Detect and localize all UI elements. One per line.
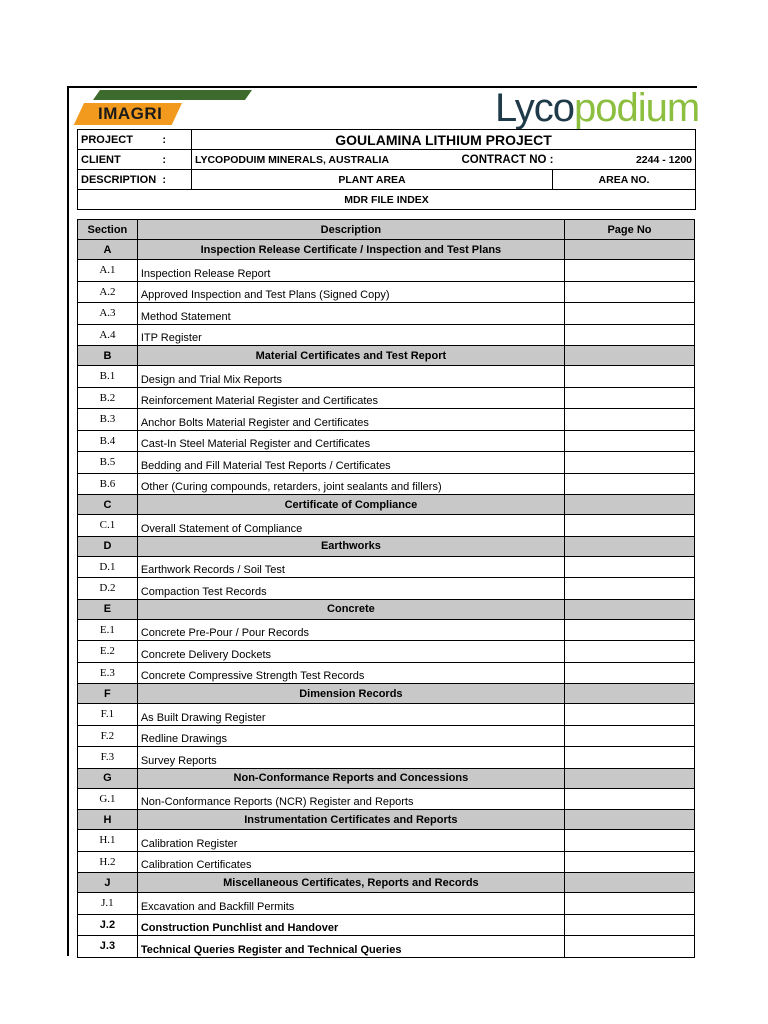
section-title: Inspection Release Certificate / Inspection and Test Plans: [137, 240, 564, 260]
item-description: Concrete Compressive Strength Test Records: [137, 662, 564, 684]
lycopodium-logo: [495, 86, 699, 130]
item-page-no: [564, 788, 694, 810]
item-row: [78, 452, 695, 474]
item-page-no: [564, 725, 694, 747]
section-row-a: [78, 240, 695, 260]
item-description: Compaction Test Records: [137, 578, 564, 600]
item-page-no: [564, 260, 694, 282]
item-row: [78, 936, 695, 958]
section-row-c: [78, 495, 695, 515]
item-row: [78, 662, 695, 684]
item-page-no: [564, 324, 694, 346]
contract-value: 2244 - 1200: [553, 150, 696, 170]
item-code: B.2: [78, 387, 138, 409]
client-row: [78, 150, 696, 170]
item-description: Overall Statement of Compliance: [137, 515, 564, 537]
item-code: B.6: [78, 473, 138, 495]
section-page-no: [564, 536, 694, 556]
description-label: DESCRIPTION: [78, 170, 138, 190]
item-row: [78, 704, 695, 726]
item-page-no: [564, 409, 694, 431]
item-row: [78, 324, 695, 346]
item-description: Approved Inspection and Test Plans (Signed Copy): [137, 281, 564, 303]
project-title: GOULAMINA LITHIUM PROJECT: [192, 130, 696, 150]
item-page-no: [564, 387, 694, 409]
item-page-no: [564, 366, 694, 388]
item-page-no: [564, 473, 694, 495]
item-description: Reinforcement Material Register and Certificates: [137, 387, 564, 409]
section-code: F: [78, 684, 138, 704]
item-row: [78, 260, 695, 282]
column-header-section: Section: [78, 220, 138, 240]
section-title: Earthworks: [137, 536, 564, 556]
item-code: E.2: [78, 641, 138, 663]
section-page-no: [564, 810, 694, 830]
item-page-no: [564, 830, 694, 852]
item-code: H.2: [78, 851, 138, 873]
item-description: Calibration Certificates: [137, 851, 564, 873]
section-code: A: [78, 240, 138, 260]
item-description: Other (Curing compounds, retarders, joint sealants and fillers): [137, 473, 564, 495]
item-row: [78, 851, 695, 873]
item-page-no: [564, 430, 694, 452]
item-description: Method Statement: [137, 303, 564, 325]
item-page-no: [564, 303, 694, 325]
item-code: B.5: [78, 452, 138, 474]
plant-area: PLANT AREA: [192, 170, 553, 190]
item-row: [78, 473, 695, 495]
section-code: D: [78, 536, 138, 556]
item-row: [78, 788, 695, 810]
section-code: C: [78, 495, 138, 515]
section-page-no: [564, 684, 694, 704]
item-row: [78, 366, 695, 388]
item-row: [78, 281, 695, 303]
section-page-no: [564, 346, 694, 366]
item-row: [78, 515, 695, 537]
item-description: Redline Drawings: [137, 725, 564, 747]
item-description: Inspection Release Report: [137, 260, 564, 282]
client-label: CLIENT: [78, 150, 138, 170]
section-title: Dimension Records: [137, 684, 564, 704]
item-row: [78, 893, 695, 915]
area-no: AREA NO.: [553, 170, 696, 190]
imagri-logo-text: IMAGRI: [98, 104, 163, 123]
item-code: J.2: [78, 914, 138, 936]
item-code: A.1: [78, 260, 138, 282]
client-name: LYCOPODUIM MINERALS, AUSTRALIA: [195, 153, 390, 166]
imagri-logo: [78, 88, 258, 126]
section-title: Concrete: [137, 599, 564, 619]
mdr-file-index-title: MDR FILE INDEX: [78, 190, 696, 210]
item-row: [78, 747, 695, 769]
contract-label: CONTRACT NO :: [461, 153, 554, 166]
section-row-j: [78, 873, 695, 893]
item-page-no: [564, 747, 694, 769]
item-description: Earthwork Records / Soil Test: [137, 556, 564, 578]
item-description: Concrete Delivery Dockets: [137, 641, 564, 663]
item-page-no: [564, 641, 694, 663]
client-colon: :: [138, 150, 192, 170]
item-page-no: [564, 851, 694, 873]
section-row-g: [78, 768, 695, 788]
section-title: Instrumentation Certificates and Reports: [137, 810, 564, 830]
section-row-h: [78, 810, 695, 830]
mdr-title-row: [78, 190, 696, 210]
item-description: Construction Punchlist and Handover: [137, 914, 564, 936]
column-header-row: [78, 220, 695, 240]
section-code: E: [78, 599, 138, 619]
item-code: E.1: [78, 619, 138, 641]
description-row: [78, 170, 696, 190]
section-page-no: [564, 768, 694, 788]
item-description: Non-Conformance Reports (NCR) Register and Reports: [137, 788, 564, 810]
section-page-no: [564, 240, 694, 260]
item-code: B.1: [78, 366, 138, 388]
item-code: J.1: [78, 893, 138, 915]
item-code: E.3: [78, 662, 138, 684]
item-code: G.1: [78, 788, 138, 810]
section-row-b: [78, 346, 695, 366]
item-page-no: [564, 914, 694, 936]
section-title: Miscellaneous Certificates, Reports and Records: [137, 873, 564, 893]
section-row-d: [78, 536, 695, 556]
client-value: [192, 150, 553, 170]
item-row: [78, 619, 695, 641]
item-code: J.3: [78, 936, 138, 958]
item-description: Anchor Bolts Material Register and Certificates: [137, 409, 564, 431]
item-description: Technical Queries Register and Technical Queries: [137, 936, 564, 958]
item-code: D.1: [78, 556, 138, 578]
item-row: [78, 387, 695, 409]
item-code: A.3: [78, 303, 138, 325]
item-description: Calibration Register: [137, 830, 564, 852]
item-code: D.2: [78, 578, 138, 600]
item-description: Excavation and Backfill Permits: [137, 893, 564, 915]
item-row: [78, 556, 695, 578]
item-page-no: [564, 936, 694, 958]
column-header-description: Description: [137, 220, 564, 240]
section-row-e: [78, 599, 695, 619]
item-page-no: [564, 556, 694, 578]
item-page-no: [564, 281, 694, 303]
item-code: A.4: [78, 324, 138, 346]
section-code: H: [78, 810, 138, 830]
item-code: F.3: [78, 747, 138, 769]
item-code: B.3: [78, 409, 138, 431]
item-page-no: [564, 578, 694, 600]
sheet-left-border: [67, 86, 69, 956]
item-description: ITP Register: [137, 324, 564, 346]
item-code: B.4: [78, 430, 138, 452]
item-page-no: [564, 893, 694, 915]
project-row: [78, 130, 696, 150]
item-row: [78, 914, 695, 936]
description-colon: :: [138, 170, 192, 190]
lycopodium-logo-dark: Lyco: [495, 86, 575, 130]
item-description: As Built Drawing Register: [137, 704, 564, 726]
section-row-f: [78, 684, 695, 704]
item-row: [78, 430, 695, 452]
item-description: Bedding and Fill Material Test Reports / Certificates: [137, 452, 564, 474]
item-code: H.1: [78, 830, 138, 852]
header-table: [77, 129, 696, 210]
item-code: C.1: [78, 515, 138, 537]
item-code: F.2: [78, 725, 138, 747]
section-title: Certificate of Compliance: [137, 495, 564, 515]
item-page-no: [564, 452, 694, 474]
item-row: [78, 578, 695, 600]
item-row: [78, 725, 695, 747]
section-code: B: [78, 346, 138, 366]
item-description: Concrete Pre-Pour / Pour Records: [137, 619, 564, 641]
item-page-no: [564, 662, 694, 684]
section-title: Non-Conformance Reports and Concessions: [137, 768, 564, 788]
item-description: Survey Reports: [137, 747, 564, 769]
section-code: G: [78, 768, 138, 788]
index-table: [77, 219, 695, 958]
item-row: [78, 641, 695, 663]
project-colon: :: [138, 130, 192, 150]
item-page-no: [564, 515, 694, 537]
section-title: Material Certificates and Test Report: [137, 346, 564, 366]
item-row: [78, 303, 695, 325]
item-page-no: [564, 704, 694, 726]
item-code: A.2: [78, 281, 138, 303]
section-page-no: [564, 599, 694, 619]
item-row: [78, 830, 695, 852]
item-code: F.1: [78, 704, 138, 726]
project-label: PROJECT: [78, 130, 138, 150]
column-header-page-no: Page No: [564, 220, 694, 240]
item-description: Design and Trial Mix Reports: [137, 366, 564, 388]
item-row: [78, 409, 695, 431]
section-page-no: [564, 495, 694, 515]
section-code: J: [78, 873, 138, 893]
section-page-no: [564, 873, 694, 893]
item-description: Cast-In Steel Material Register and Certificates: [137, 430, 564, 452]
item-page-no: [564, 619, 694, 641]
imagri-logo-green-bar: [93, 90, 252, 100]
lycopodium-logo-green: podium: [574, 86, 700, 130]
